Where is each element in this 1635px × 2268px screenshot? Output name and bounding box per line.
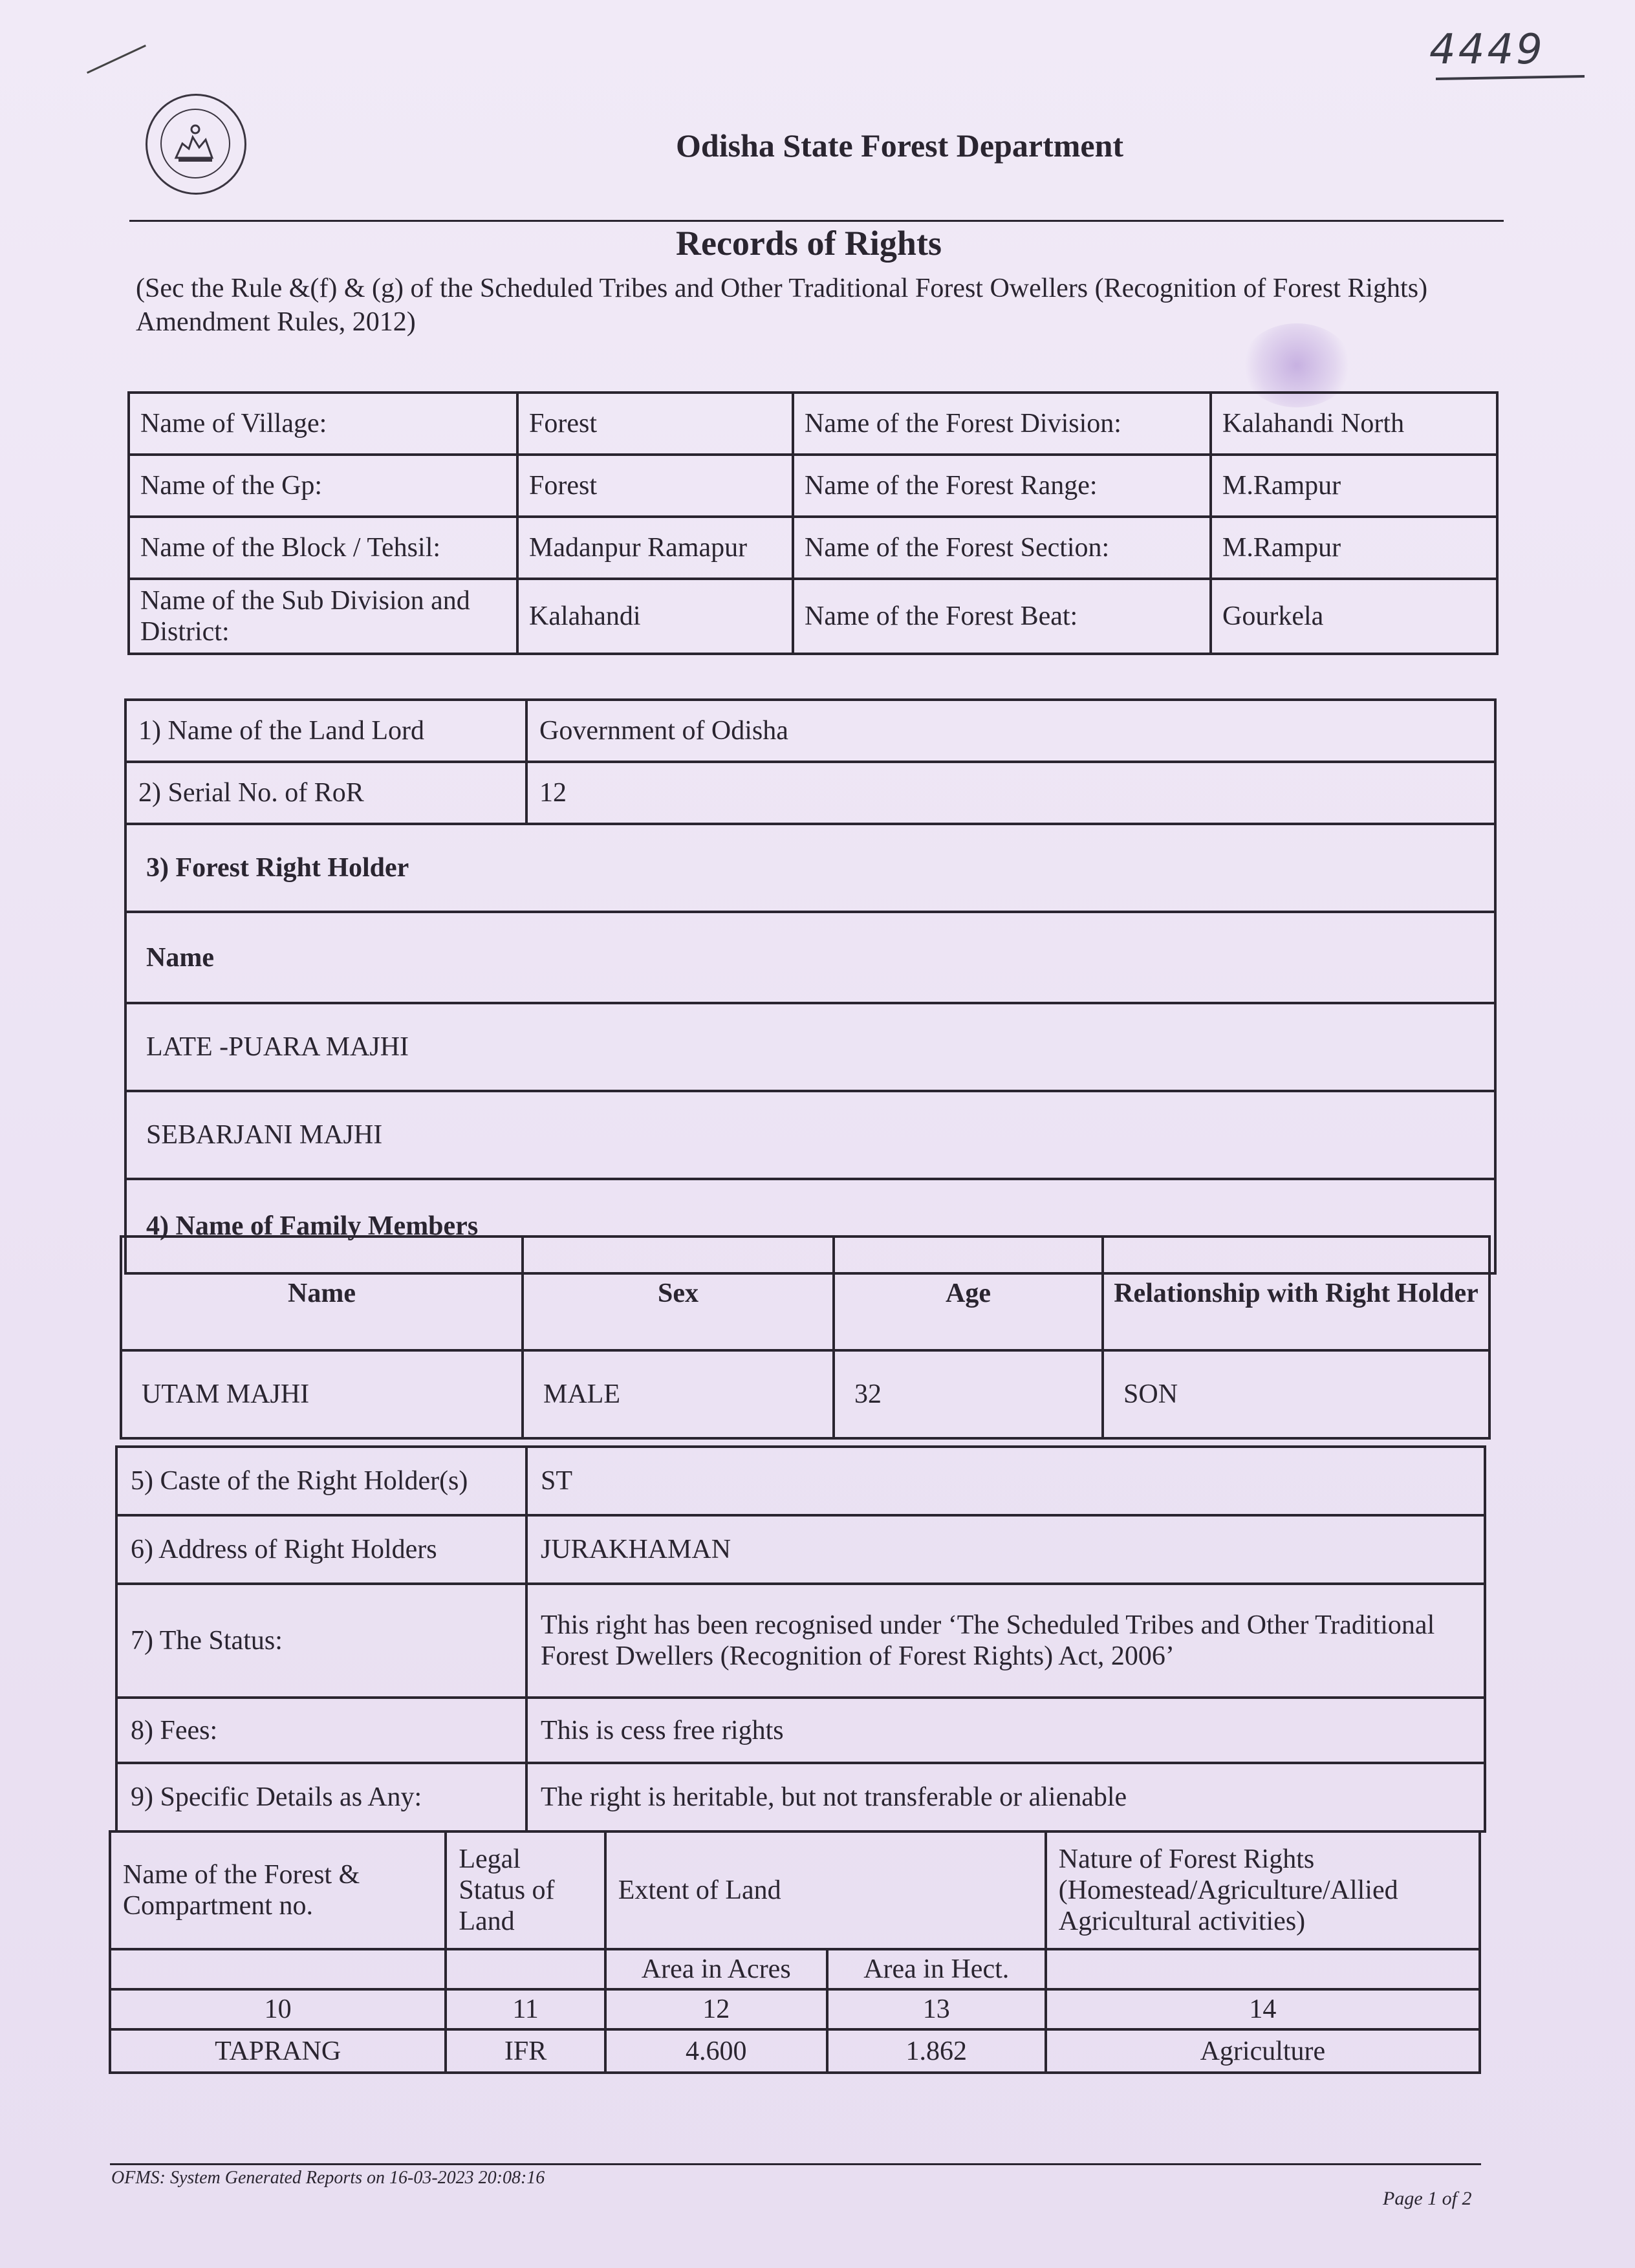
village-label: Name of Village: bbox=[129, 393, 517, 455]
page-number: Page 1 of 2 bbox=[1383, 2188, 1472, 2209]
hect-value: 1.862 bbox=[827, 2029, 1046, 2073]
table-row bbox=[121, 1350, 1489, 1438]
status-line: Forest Dwellers (Recognition of Forest Rights) Act, 2006’ bbox=[541, 1641, 1175, 1671]
col-relation-header: Relationship with Right Holder bbox=[1103, 1237, 1489, 1350]
col-name-header: Name bbox=[121, 1237, 523, 1350]
empty-cell bbox=[110, 1949, 446, 1989]
hect-header: Area in Hect. bbox=[827, 1949, 1046, 1989]
holder-heading: 3) Forest Right Holder bbox=[125, 824, 1495, 912]
serial-value: 12 bbox=[526, 762, 1495, 824]
pen-mark bbox=[87, 45, 146, 74]
status-line: This right has been recognised under ‘The Scheduled Tribes and Other Traditional bbox=[541, 1610, 1435, 1640]
section-value: M.Rampur bbox=[1211, 517, 1497, 579]
odisha-emblem-icon bbox=[146, 94, 246, 195]
col-number: 12 bbox=[605, 1989, 827, 2029]
record-table bbox=[124, 698, 1497, 1275]
member-name: UTAM MAJHI bbox=[121, 1350, 523, 1438]
table-row bbox=[129, 393, 1497, 455]
table-row bbox=[125, 762, 1495, 824]
subdivision-label: Name of the Sub Division and District: bbox=[129, 579, 517, 654]
fees-label: 8) Fees: bbox=[116, 1698, 526, 1763]
extent-header: Extent of Land bbox=[605, 1831, 1046, 1949]
legal-value: IFR bbox=[446, 2029, 605, 2073]
gp-value: Forest bbox=[517, 455, 793, 517]
table-row bbox=[116, 1515, 1485, 1584]
address-label: 6) Address of Right Holders bbox=[116, 1515, 526, 1584]
table-header-row bbox=[121, 1237, 1489, 1350]
table-row bbox=[129, 579, 1497, 654]
range-value: M.Rampur bbox=[1211, 455, 1497, 517]
status-value bbox=[526, 1584, 1485, 1698]
address-value: JURAKHAMAN bbox=[526, 1515, 1485, 1584]
table-row bbox=[116, 1584, 1485, 1698]
col-number: 11 bbox=[446, 1989, 605, 2029]
beat-label: Name of the Forest Beat: bbox=[793, 579, 1211, 654]
table-row bbox=[125, 1003, 1495, 1091]
col-age-header: Age bbox=[834, 1237, 1103, 1350]
department-title: Odisha State Forest Department bbox=[676, 127, 1124, 164]
caste-value: ST bbox=[526, 1447, 1485, 1515]
page-title: Records of Rights bbox=[676, 224, 942, 263]
status-label: 7) The Status: bbox=[116, 1584, 526, 1698]
specific-value: The right is heritable, but not transferable or alienable bbox=[526, 1763, 1485, 1831]
header-rule bbox=[129, 220, 1504, 222]
member-sex: MALE bbox=[523, 1350, 834, 1438]
table-row bbox=[125, 824, 1495, 912]
table-row bbox=[110, 2029, 1480, 2073]
empty-cell bbox=[446, 1949, 605, 1989]
acres-header: Area in Acres bbox=[605, 1949, 827, 1989]
land-table bbox=[109, 1830, 1481, 2074]
division-label: Name of the Forest Division: bbox=[793, 393, 1211, 455]
member-relation: SON bbox=[1103, 1350, 1489, 1438]
empty-cell bbox=[1046, 1949, 1480, 1989]
village-value: Forest bbox=[517, 393, 793, 455]
handwritten-number: 4449 bbox=[1429, 26, 1545, 74]
col-number: 10 bbox=[110, 1989, 446, 2029]
table-row bbox=[116, 1763, 1485, 1831]
range-label: Name of the Forest Range: bbox=[793, 455, 1211, 517]
forest-value: TAPRANG bbox=[110, 2029, 446, 2073]
serial-label: 2) Serial No. of RoR bbox=[125, 762, 526, 824]
location-table bbox=[127, 391, 1499, 655]
footer-rule bbox=[110, 2163, 1481, 2165]
rule-subtitle: (Sec the Rule &(f) & (g) of the Scheduled Tribes and Other Traditional Forest Owellers (Recognition of Forest Rights) Amendment Rules, 2012) bbox=[136, 274, 1428, 337]
nature-value: Agriculture bbox=[1046, 2029, 1480, 2073]
table-row bbox=[125, 700, 1495, 762]
division-value: Kalahandi North bbox=[1211, 393, 1497, 455]
nature-header: Nature of Forest Rights (Homestead/Agriculture/Allied Agricultural activities) bbox=[1046, 1831, 1480, 1949]
table-row bbox=[110, 1989, 1480, 2029]
gp-label: Name of the Gp: bbox=[129, 455, 517, 517]
table-row bbox=[116, 1447, 1485, 1515]
land-lord-label: 1) Name of the Land Lord bbox=[125, 700, 526, 762]
block-label: Name of the Block / Tehsil: bbox=[129, 517, 517, 579]
table-row bbox=[129, 517, 1497, 579]
beat-value: Gourkela bbox=[1211, 579, 1497, 654]
family-heading: 4) Name of Family Members bbox=[125, 1179, 1495, 1273]
table-row bbox=[110, 1949, 1480, 1989]
member-age: 32 bbox=[834, 1350, 1103, 1438]
col-number: 13 bbox=[827, 1989, 1046, 2029]
table-row bbox=[129, 455, 1497, 517]
name-heading: Name bbox=[125, 912, 1495, 1003]
col-sex-header: Sex bbox=[523, 1237, 834, 1350]
family-table bbox=[120, 1235, 1491, 1440]
table-row bbox=[125, 1091, 1495, 1179]
table-row bbox=[125, 912, 1495, 1003]
holder-name: LATE -PUARA MAJHI bbox=[125, 1003, 1495, 1091]
block-value: Madanpur Ramapur bbox=[517, 517, 793, 579]
section-label: Name of the Forest Section: bbox=[793, 517, 1211, 579]
caste-label: 5) Caste of the Right Holder(s) bbox=[116, 1447, 526, 1515]
handwritten-underline bbox=[1436, 75, 1585, 80]
subdivision-value: Kalahandi bbox=[517, 579, 793, 654]
details-table bbox=[115, 1445, 1486, 1833]
acres-value: 4.600 bbox=[605, 2029, 827, 2073]
col-number: 14 bbox=[1046, 1989, 1480, 2029]
specific-label: 9) Specific Details as Any: bbox=[116, 1763, 526, 1831]
fees-value: This is cess free rights bbox=[526, 1698, 1485, 1763]
holder-name: SEBARJANI MAJHI bbox=[125, 1091, 1495, 1179]
forest-header: Name of the Forest & Compartment no. bbox=[110, 1831, 446, 1949]
table-row bbox=[116, 1698, 1485, 1763]
legal-header: Legal Status of Land bbox=[446, 1831, 605, 1949]
land-lord-value: Government of Odisha bbox=[526, 700, 1495, 762]
table-header-row bbox=[110, 1831, 1480, 1949]
generated-note: OFMS: System Generated Reports on 16-03-2023 20:08:16 bbox=[111, 2168, 545, 2188]
